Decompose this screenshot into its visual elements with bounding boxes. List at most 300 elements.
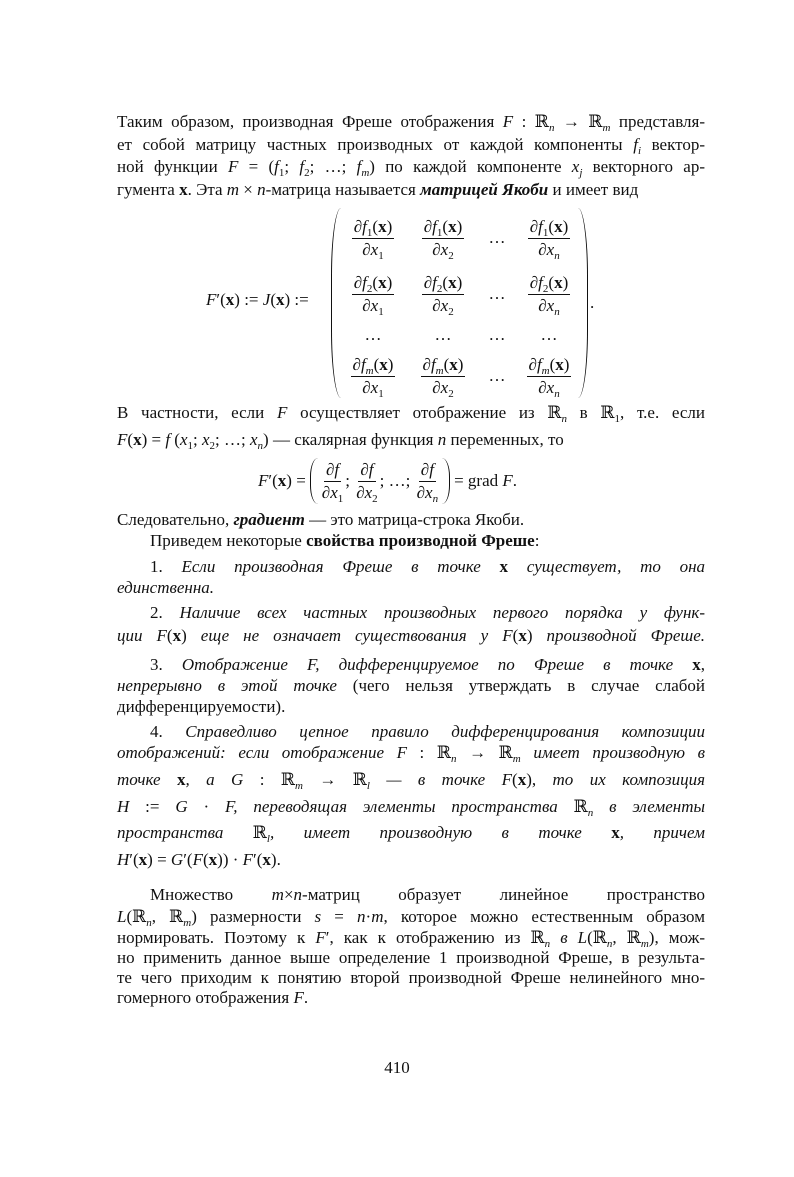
text-segment: ∂ <box>423 216 433 236</box>
matrix-cell <box>406 348 480 404</box>
matrix-cell <box>514 266 584 322</box>
text-segment: , а <box>185 770 232 789</box>
text-segment: Множество <box>150 885 272 904</box>
section-intro <box>150 530 705 552</box>
numerator <box>422 216 464 239</box>
gradient-formula <box>258 456 517 506</box>
text-segment: Отображение <box>181 655 307 674</box>
text-segment: f <box>362 216 367 236</box>
subscript-text: m <box>435 364 444 377</box>
text-segment: n <box>437 430 447 449</box>
text-segment: x <box>275 290 285 309</box>
text-segment: гомерного отображения <box>117 988 294 1007</box>
closing-paragraph <box>150 884 705 906</box>
text-line <box>117 111 705 133</box>
text-segment: ( <box>166 626 173 645</box>
denominator <box>360 239 385 261</box>
text-segment: x <box>379 354 388 374</box>
ellipsis: … <box>488 284 506 303</box>
jacobian-matrix <box>340 210 584 404</box>
text-segment: ( <box>372 216 379 236</box>
text-segment: ∂ <box>432 295 441 315</box>
text-segment: дифференцируемости). <box>117 697 286 716</box>
numerator <box>324 459 341 482</box>
matrix-cell <box>340 348 406 404</box>
text-segment: f <box>299 157 305 176</box>
subscript-text: n <box>257 440 264 452</box>
text-segment: x <box>440 377 449 397</box>
text-segment: ∂ <box>422 354 431 374</box>
text-segment: x <box>364 482 373 502</box>
subscript-text: m <box>361 167 370 179</box>
subscript-text: 1 <box>614 413 621 425</box>
text-segment: векторного ар- <box>582 157 705 176</box>
text-segment: x <box>692 655 701 674</box>
text-segment: но применить данное выше определение 1 производной Фреше, в результа- <box>117 948 705 967</box>
text-segment: производной Фреше. <box>532 626 705 645</box>
text-segment: m <box>226 180 240 199</box>
text-segment: x <box>440 239 449 259</box>
text-segment: → ℝ <box>302 770 367 789</box>
matrix-cell <box>480 266 514 322</box>
text-segment: Если производная Фреше в точке <box>181 557 500 576</box>
subscript-text: n <box>554 305 560 318</box>
text-segment: f <box>368 459 374 479</box>
denominator <box>360 295 385 317</box>
text-segment: F <box>396 743 407 762</box>
subscript-text: n <box>450 753 457 765</box>
fraction <box>528 216 570 261</box>
fraction <box>415 459 440 504</box>
text-segment: x <box>208 850 218 869</box>
denominator <box>430 239 455 261</box>
text-segment: f <box>536 354 542 374</box>
text-segment: ) <box>562 272 569 292</box>
text-segment: , т.е. если <box>620 403 705 422</box>
subscript-text: n <box>432 492 439 505</box>
subscript-text: n <box>561 413 567 425</box>
text-segment: (чего нельзя утверждать в случае слабой <box>336 676 705 695</box>
text-segment: ; …; <box>309 157 357 176</box>
text-segment: -матрица называется <box>265 180 421 199</box>
property-1 <box>117 577 705 599</box>
text-line <box>117 429 705 451</box>
text-segment: ; <box>284 157 300 176</box>
subscript-text: 1 <box>278 167 285 179</box>
text-segment: ∂ <box>538 239 547 259</box>
fraction <box>354 459 379 504</box>
text-segment: ) := <box>284 290 309 309</box>
text-segment: x <box>370 295 379 315</box>
property-1 <box>150 556 705 578</box>
text-line <box>117 134 705 156</box>
text-segment: 3. <box>150 655 182 674</box>
text-segment: F <box>206 290 217 309</box>
ellipsis: … <box>488 325 506 344</box>
text-segment: f <box>334 459 340 479</box>
text-segment: n <box>357 907 366 926</box>
jacobian-lhs <box>206 289 309 311</box>
ellipsis: … <box>434 325 452 344</box>
text-segment: градиент <box>233 510 305 529</box>
text-segment: -матриц образует линейное пространство <box>302 885 705 904</box>
text-segment: ( <box>548 216 555 236</box>
subscript-text: 2 <box>366 282 373 295</box>
text-segment: ; <box>193 430 202 449</box>
text-segment: ∂ <box>528 354 537 374</box>
denominator <box>354 482 379 504</box>
subscript-text: 2 <box>448 387 454 400</box>
text-segment: ∂ <box>356 482 365 502</box>
text-segment: x <box>425 482 433 502</box>
text-segment: гумента <box>117 180 180 199</box>
numerator <box>358 459 375 482</box>
text-segment: Таким образом, производная Фреше отображения <box>117 112 503 131</box>
text-segment: : ℝ <box>513 112 549 131</box>
text-segment: ( <box>373 354 380 374</box>
subscript-text: 1 <box>187 440 194 452</box>
text-segment: x <box>176 770 186 789</box>
matrix-cell <box>340 266 406 322</box>
text-segment: ), мож- <box>648 928 705 947</box>
text-segment: ( <box>549 354 556 374</box>
text-segment: ( <box>512 770 518 789</box>
subscript-text: l <box>266 833 270 845</box>
text-segment: f <box>538 216 543 236</box>
text-segment: × <box>283 885 294 904</box>
text-segment: m <box>271 885 284 904</box>
text-segment: f <box>356 157 362 176</box>
text-segment: в ℝ <box>566 403 615 422</box>
text-segment: x <box>202 430 210 449</box>
text-segment: x <box>250 430 258 449</box>
text-segment: ) <box>562 216 569 236</box>
text-segment: F <box>502 626 513 645</box>
text-segment: ( <box>372 272 379 292</box>
text-segment: x <box>370 239 379 259</box>
subscript-text: 1 <box>337 492 344 505</box>
property-4 <box>117 822 705 844</box>
property-3 <box>150 654 705 676</box>
text-segment: ′( <box>253 850 263 869</box>
text-segment: ∂ <box>432 377 441 397</box>
subscript-text: n <box>587 807 594 819</box>
text-segment: ) <box>386 216 393 236</box>
text-segment: f <box>538 272 543 292</box>
matrix-cell <box>480 322 514 348</box>
matrix-cell <box>514 322 584 348</box>
text-segment: m <box>371 907 384 926</box>
subscript-text: m <box>365 364 374 377</box>
text-segment: ) = <box>286 471 306 490</box>
text-segment: ( <box>443 354 450 374</box>
subscript-text: 1 <box>378 305 384 318</box>
property-4 <box>117 796 705 818</box>
ellipsis: … <box>488 228 506 247</box>
subscript-text: i <box>637 145 641 157</box>
text-segment: F <box>307 655 316 674</box>
text-line <box>117 402 705 424</box>
matrix-cell <box>340 210 406 266</box>
text-segment: . <box>512 471 518 490</box>
text-segment: ( <box>512 626 519 645</box>
text-line <box>117 179 705 201</box>
formula-period: . <box>590 293 595 312</box>
matrix-cell <box>480 348 514 404</box>
text-segment: G <box>231 770 244 789</box>
text-segment: Приведем некоторые <box>150 531 307 550</box>
text-segment: ) = <box>147 850 171 869</box>
text-line <box>117 156 705 178</box>
numerator <box>419 459 436 482</box>
text-segment: F <box>117 430 128 449</box>
matrix-cell <box>406 322 480 348</box>
text-segment: F <box>242 850 254 869</box>
text-segment: ) <box>386 272 393 292</box>
text-segment: в <box>550 928 578 947</box>
subscript-text: 1 <box>542 226 549 239</box>
text-segment: x <box>179 180 188 199</box>
text-segment: F <box>192 850 203 869</box>
text-segment: H <box>117 797 130 816</box>
text-segment: F <box>227 157 239 176</box>
separator: ; <box>345 471 355 490</box>
closing-paragraph <box>117 987 705 1009</box>
property-4 <box>117 742 705 764</box>
text-segment: ∂ <box>321 482 331 502</box>
text-segment: , ℝ <box>151 907 184 926</box>
text-segment: ( <box>170 430 180 449</box>
text-segment: L <box>577 928 588 947</box>
text-segment: f <box>432 272 437 292</box>
text-line <box>117 509 705 531</box>
property-4 <box>117 769 705 791</box>
denominator <box>430 295 455 317</box>
text-segment: ) <box>563 354 570 374</box>
text-segment: матрицей Якоби <box>420 180 549 199</box>
numerator <box>528 216 570 239</box>
text-segment: G <box>175 797 188 816</box>
text-segment: x <box>546 295 555 315</box>
subscript-text: 2 <box>448 249 454 262</box>
text-segment: = <box>321 907 358 926</box>
text-segment: x <box>517 770 527 789</box>
text-segment: ) по каждой компоненте <box>369 157 572 176</box>
text-segment: x <box>172 626 182 645</box>
text-segment: F <box>276 403 288 422</box>
subscript-text: 2 <box>372 492 378 505</box>
denominator <box>536 239 561 261</box>
text-segment: x <box>448 216 457 236</box>
text-segment: ) — скалярная функция <box>263 430 438 449</box>
ellipsis: … <box>540 325 558 344</box>
text-segment: . Эта <box>187 180 227 199</box>
text-segment: F <box>501 770 513 789</box>
text-segment: f <box>430 354 436 374</box>
numerator <box>351 354 396 377</box>
subscript-text: 2 <box>436 282 443 295</box>
text-segment: → ℝ <box>554 112 603 131</box>
text-segment: ) = <box>141 430 166 449</box>
text-segment: вектор- <box>641 135 705 154</box>
text-segment: пространства <box>117 823 253 842</box>
text-segment: x <box>440 295 449 315</box>
text-segment: . <box>303 988 309 1007</box>
text-segment: единственна. <box>117 578 215 597</box>
text-segment: имеет производную в <box>520 743 705 762</box>
subscript-text: n <box>146 917 152 929</box>
text-segment: , которое можно естественным образом <box>383 907 705 926</box>
text-segment: x <box>554 272 563 292</box>
subscript-text: m <box>183 917 192 929</box>
text-segment: то их композиция <box>536 770 705 789</box>
right-paren <box>442 458 450 504</box>
text-segment: представля- <box>610 112 705 131</box>
matrix-cell <box>480 210 514 266</box>
fraction <box>352 216 394 261</box>
text-segment: ) <box>456 272 463 292</box>
numerator <box>421 354 466 377</box>
text-segment: ) размерности <box>191 907 315 926</box>
denominator <box>536 377 561 399</box>
denominator <box>320 482 345 504</box>
gradient-lhs <box>258 471 306 491</box>
matrix-cell <box>406 266 480 322</box>
text-segment: f <box>360 354 366 374</box>
numerator <box>528 272 570 295</box>
text-segment: x <box>546 239 555 259</box>
text-segment: ) := <box>234 290 263 309</box>
text-segment: x <box>138 850 148 869</box>
subscript-text: 2 <box>209 440 216 452</box>
text-segment: F <box>293 988 304 1007</box>
text-segment: (ℝ <box>126 907 147 926</box>
subscript-text: 1 <box>366 226 373 239</box>
subscript-text: m <box>294 780 303 792</box>
text-segment: ′( <box>183 850 193 869</box>
text-segment: ) <box>181 626 187 645</box>
text-segment: еще не означает существования у <box>186 626 503 645</box>
text-segment: существует, то она <box>508 557 706 576</box>
closing-paragraph <box>117 967 705 989</box>
text-segment: n <box>293 885 303 904</box>
text-segment: x <box>378 216 387 236</box>
text-segment: Справедливо цепное правило дифференцирования композиции <box>185 722 706 741</box>
text-segment: F <box>315 928 326 947</box>
subscript-text: 2 <box>448 305 454 318</box>
subscript-text: j <box>579 167 583 179</box>
text-segment: x <box>262 850 271 869</box>
text-segment: F <box>258 471 269 490</box>
denominator <box>360 377 385 399</box>
numerator <box>422 272 464 295</box>
subscript-text: 2 <box>304 167 310 179</box>
text-segment: ∂ <box>362 295 371 315</box>
text-segment: x <box>133 430 142 449</box>
text-segment: x <box>179 430 188 449</box>
text-segment: ( <box>202 850 209 869</box>
denominator <box>430 377 455 399</box>
text-segment: ∂ <box>325 459 335 479</box>
text-segment: ∂ <box>362 377 371 397</box>
text-segment: ) <box>456 216 463 236</box>
subscript-text: m <box>602 122 611 134</box>
text-segment: ( <box>442 216 449 236</box>
text-segment: 1. <box>150 557 182 576</box>
text-segment: F <box>502 112 514 131</box>
text-segment: : <box>534 531 540 550</box>
text-segment: , переводящая элементы пространства <box>233 797 574 816</box>
property-2 <box>117 625 705 647</box>
text-segment: ( <box>127 430 134 449</box>
text-segment: ∂ <box>360 459 369 479</box>
subscript-text: n <box>554 249 560 262</box>
text-segment: x <box>571 157 580 176</box>
separator: ; …; <box>379 471 415 490</box>
text-segment: ( <box>548 272 555 292</box>
numerator <box>527 354 572 377</box>
text-segment: ∂ <box>423 272 433 292</box>
text-segment: осуществляет отображение из ℝ <box>287 403 562 422</box>
numerator <box>352 216 394 239</box>
text-segment: ∂ <box>420 459 430 479</box>
property-3 <box>117 675 705 697</box>
text-segment: В частности, если <box>117 403 277 422</box>
text-segment: x <box>370 377 379 397</box>
text-segment: x <box>330 482 338 502</box>
text-segment: , имеет производную в точке <box>269 823 612 842</box>
gradient-rhs <box>454 471 517 491</box>
text-segment: ∂ <box>529 272 539 292</box>
text-segment: x <box>378 272 387 292</box>
matrix-cell <box>340 322 406 348</box>
text-segment: x <box>225 290 235 309</box>
text-segment: отображений: если отображение <box>117 743 397 762</box>
text-segment: ∂ <box>353 272 363 292</box>
text-segment: ( <box>270 290 276 309</box>
text-segment: x <box>518 626 527 645</box>
text-segment: ∂ <box>432 239 441 259</box>
text-segment: — в точке <box>369 770 502 789</box>
text-segment: , причем <box>619 823 705 842</box>
fraction <box>527 354 572 399</box>
text-segment: s <box>314 907 322 926</box>
text-segment: x <box>555 354 564 374</box>
fraction <box>320 459 345 504</box>
text-segment: ) <box>526 626 533 645</box>
text-segment: ) <box>457 354 464 374</box>
text-segment: свойства производной Фреше <box>306 531 535 550</box>
text-segment: · <box>187 797 225 816</box>
text-segment: ℝ <box>573 797 588 816</box>
text-segment: f <box>165 430 171 449</box>
text-segment: ∂ <box>352 354 361 374</box>
matrix-cell <box>514 210 584 266</box>
text-segment: f <box>362 272 367 292</box>
text-segment: : ℝ <box>406 743 451 762</box>
text-segment: ′( <box>216 290 226 309</box>
closing-paragraph <box>117 947 705 969</box>
matrix-cell <box>514 348 584 404</box>
text-segment: ℝ <box>252 823 267 842</box>
text-segment: F <box>156 626 167 645</box>
subscript-text: m <box>640 938 649 950</box>
subscript-text: m <box>541 364 550 377</box>
right-paren <box>578 208 588 398</box>
text-segment: → ℝ <box>456 743 513 762</box>
text-segment: f <box>274 157 279 176</box>
subscript-text: 1 <box>378 249 384 262</box>
